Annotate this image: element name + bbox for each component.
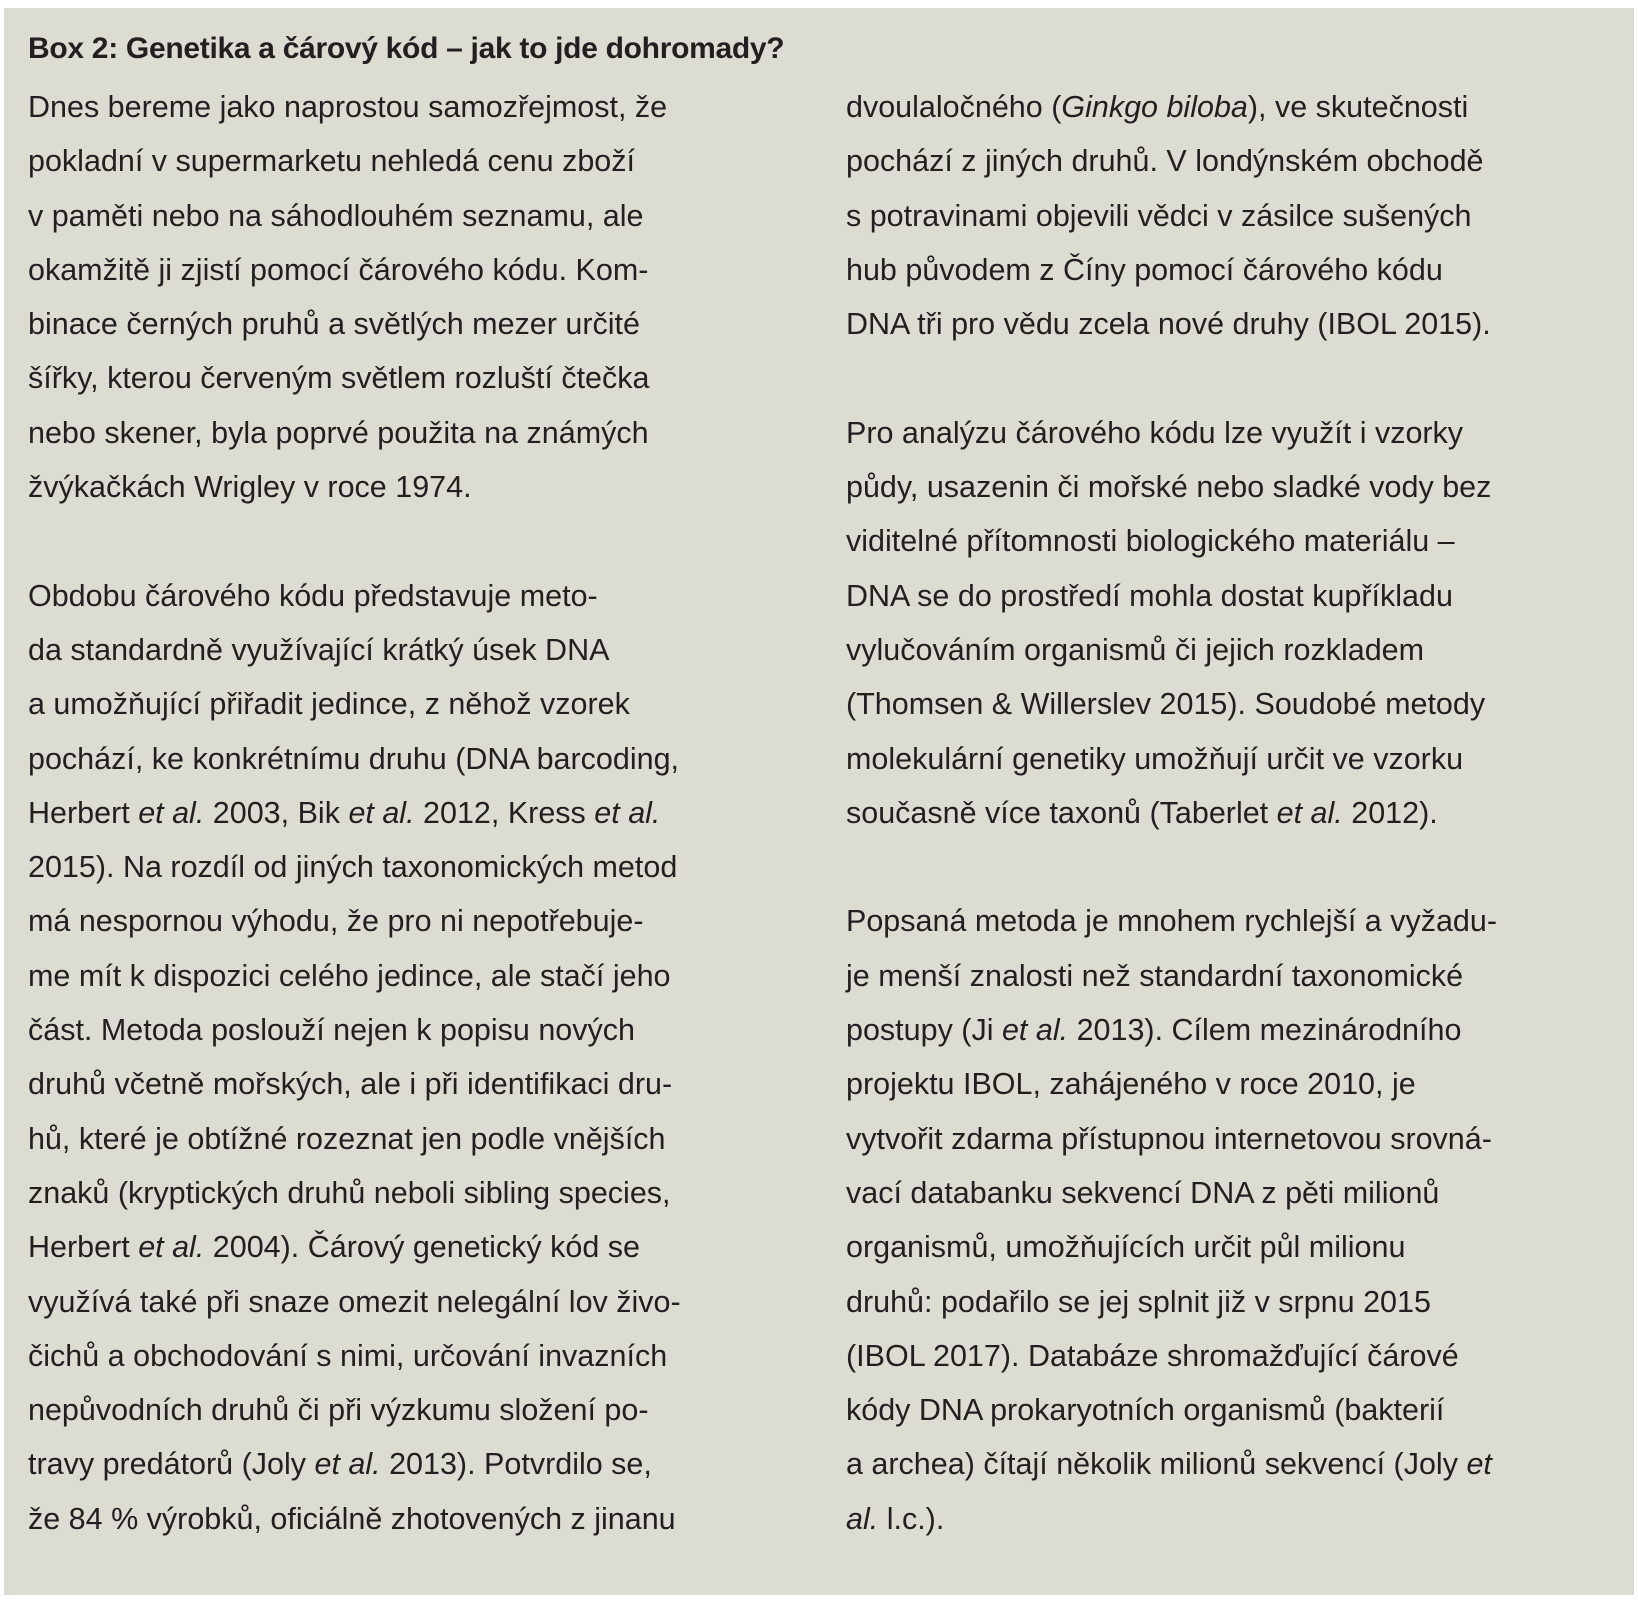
text-run: Obdobu čárového kódu představuje meto- [28,578,598,613]
text-run: Herbert [28,795,139,830]
text-run: je menší znalosti než standardní taxonomické [846,958,1464,993]
text-run: šířky, kterou červeným světlem rozluští čtečka [28,361,650,396]
text-line [846,1492,1626,1546]
text-run: Dnes bereme jako naprostou samozřejmost, že [28,90,668,124]
text-line [846,949,1626,1003]
text-line [846,406,1626,460]
text-run: druhů včetně mořských, ale i při identifikaci dru- [28,1067,673,1102]
text-run: současně více taxonů (Taberlet [846,795,1277,830]
text-line [28,243,808,297]
text-run: viditelné přítomnosti biologického materiálu – [846,524,1455,559]
text-run: hů, které je obtížné rozeznat jen podle vnějších [28,1121,666,1156]
text-line [846,1057,1626,1111]
text-run: Herbert [28,1230,139,1265]
text-run: okamžitě ji zjistí pomocí čárového kódu. Kom- [28,252,649,287]
text-line [28,1220,808,1274]
italic-text: et al. [1001,1013,1069,1048]
text-run: 2012). [1342,795,1438,830]
text-line [28,1383,808,1437]
text-line [846,786,1626,840]
text-line [28,1112,808,1166]
text-run: vytvořit zdarma přístupnou internetovou srovná- [846,1121,1492,1156]
text-line [28,1492,808,1546]
text-run: (IBOL 2017). Databáze shromažďující čárové [846,1338,1459,1373]
italic-text: et al. [138,795,205,830]
text-line [846,460,1626,514]
text-run: 2015). Na rozdíl od jiných taxonomických metod [28,850,678,885]
text-line [28,1057,808,1111]
text-run: DNA tři pro vědu zcela nové druhy (IBOL 2015). [846,307,1491,342]
text-run: pochází z jiných druhů. V londýnském obchodě [846,144,1484,179]
text-run: molekulární genetiky umožňují určit ve vzorku [846,741,1464,776]
text-line [846,1329,1626,1383]
italic-text: Ginkgo biloba [1061,90,1248,124]
text-line [28,189,808,243]
text-run: část. Metoda poslouží nejen k popisu nových [28,1013,635,1048]
text-run: 2013). Potvrdilo se, [380,1447,652,1482]
text-line [28,351,808,405]
text-line [28,1003,808,1057]
text-run: nepůvodních druhů či při výzkumu složení po- [28,1393,649,1428]
text-run: 2012, Kress [414,795,595,830]
text-run: da standardně využívající krátký úsek DNA [28,632,610,667]
text-run: Popsaná metoda je mnohem rychlejší a vyžadu- [846,904,1497,939]
text-run: (Thomsen & Willerslev 2015). Soudobé metody [846,687,1486,722]
text-run: 2003, Bik [204,795,349,830]
text-line [28,949,808,1003]
text-line [28,1275,808,1329]
text-line [28,1166,808,1220]
italic-text: et [1466,1447,1492,1482]
italic-text: et al. [138,1230,205,1265]
text-line [28,297,808,351]
text-run: organismů, umožňujících určit půl milionu [846,1230,1406,1265]
text-run: travy predátorů (Joly [28,1447,315,1482]
text-line [846,1220,1626,1274]
text-run: a umožňující přiřadit jedince, z něhož vzorek [28,687,630,722]
box-title: Box 2: Genetika a čárový kód – jak to jde dohromady? [28,32,785,65]
text-run: kódy DNA prokaryotních organismů (bakterií [846,1393,1445,1428]
italic-text: et al. [314,1447,381,1482]
text-run: 2004). Čárový genetický kód se [204,1230,641,1265]
text-line [28,786,808,840]
text-line [846,134,1626,188]
text-line [846,514,1626,568]
text-run: znaků (kryptických druhů neboli sibling species, [28,1175,671,1210]
text-line [28,569,808,623]
text-line [28,134,808,188]
text-run: postupy (Ji [846,1013,1002,1048]
text-line [846,894,1626,948]
text-line [846,243,1626,297]
text-line [846,1437,1626,1491]
text-line [28,732,808,786]
text-line [846,732,1626,786]
paragraph-gap [846,840,1626,894]
text-line [846,677,1626,731]
text-run: dvoulaločného ( [846,90,1062,124]
text-run: má nespornou výhodu, že pro ni nepotřebuje- [28,904,644,939]
paragraph-gap [846,351,1626,405]
text-line [846,1003,1626,1057]
italic-text: et al. [348,795,415,830]
text-run: me mít k dispozici celého jedince, ale stačí jeho [28,958,671,993]
text-line [28,460,808,514]
paragraph-gap [28,514,808,568]
text-line [846,569,1626,623]
text-run: 2013). Cílem mezinárodního [1068,1013,1462,1048]
text-run: v paměti nebo na sáhodlouhém seznamu, ale [28,198,644,233]
text-line [846,1112,1626,1166]
text-line [28,840,808,894]
text-run: DNA se do prostředí mohla dostat kupříkladu [846,578,1453,613]
right-text-column [846,80,1626,1546]
text-line [846,1275,1626,1329]
text-line [28,406,808,460]
text-line [28,80,808,134]
text-run: projektu IBOL, zahájeného v roce 2010, je [846,1067,1416,1102]
text-line [846,297,1626,351]
text-run: vací databanku sekvencí DNA z pěti milionů [846,1175,1440,1210]
text-line [28,1329,808,1383]
text-line [28,1437,808,1491]
text-run: s potravinami objevili vědci v zásilce sušených [846,198,1472,233]
text-line [846,80,1626,134]
italic-text: et al. [594,795,661,830]
text-line [28,623,808,677]
text-run: že 84 % výrobků, oficiálně zhotovených z jinanu [28,1501,676,1536]
text-run: binace černých pruhů a světlých mezer určité [28,307,640,342]
text-line [28,894,808,948]
text-run: l.c.). [878,1501,945,1536]
text-run: využívá také při snaze omezit nelegální lov živo- [28,1284,681,1319]
info-box [4,8,1634,1595]
text-run: Pro analýzu čárového kódu lze využít i vzorky [846,415,1464,450]
text-run: pokladní v supermarketu nehledá cenu zboží [28,144,635,179]
text-line [846,1383,1626,1437]
italic-text: et al. [1276,795,1343,830]
text-run: nebo skener, byla poprvé použita na známých [28,415,649,450]
text-run: pochází, ke konkrétnímu druhu (DNA barcoding, [28,741,680,776]
text-run: druhů: podařilo se jej splnit již v srpnu 2015 [846,1284,1431,1319]
text-run: hub původem z Číny pomocí čárového kódu [846,252,1443,287]
text-line [846,1166,1626,1220]
text-line [846,623,1626,677]
text-line [846,189,1626,243]
italic-text: al. [846,1501,879,1536]
text-run: půdy, usazenin či mořské nebo sladké vody bez [846,470,1492,505]
text-run: a archea) čítají několik milionů sekvencí (Joly [846,1447,1467,1482]
text-run: čichů a obchodování s nimi, určování invazních [28,1338,668,1373]
text-run: vylučováním organismů či jejich rozkladem [846,632,1425,667]
left-text-column [28,80,808,1546]
text-run: žvýkačkách Wrigley v roce 1974. [28,470,472,505]
text-line [28,677,808,731]
text-run: ), ve skutečnosti [1247,90,1469,124]
